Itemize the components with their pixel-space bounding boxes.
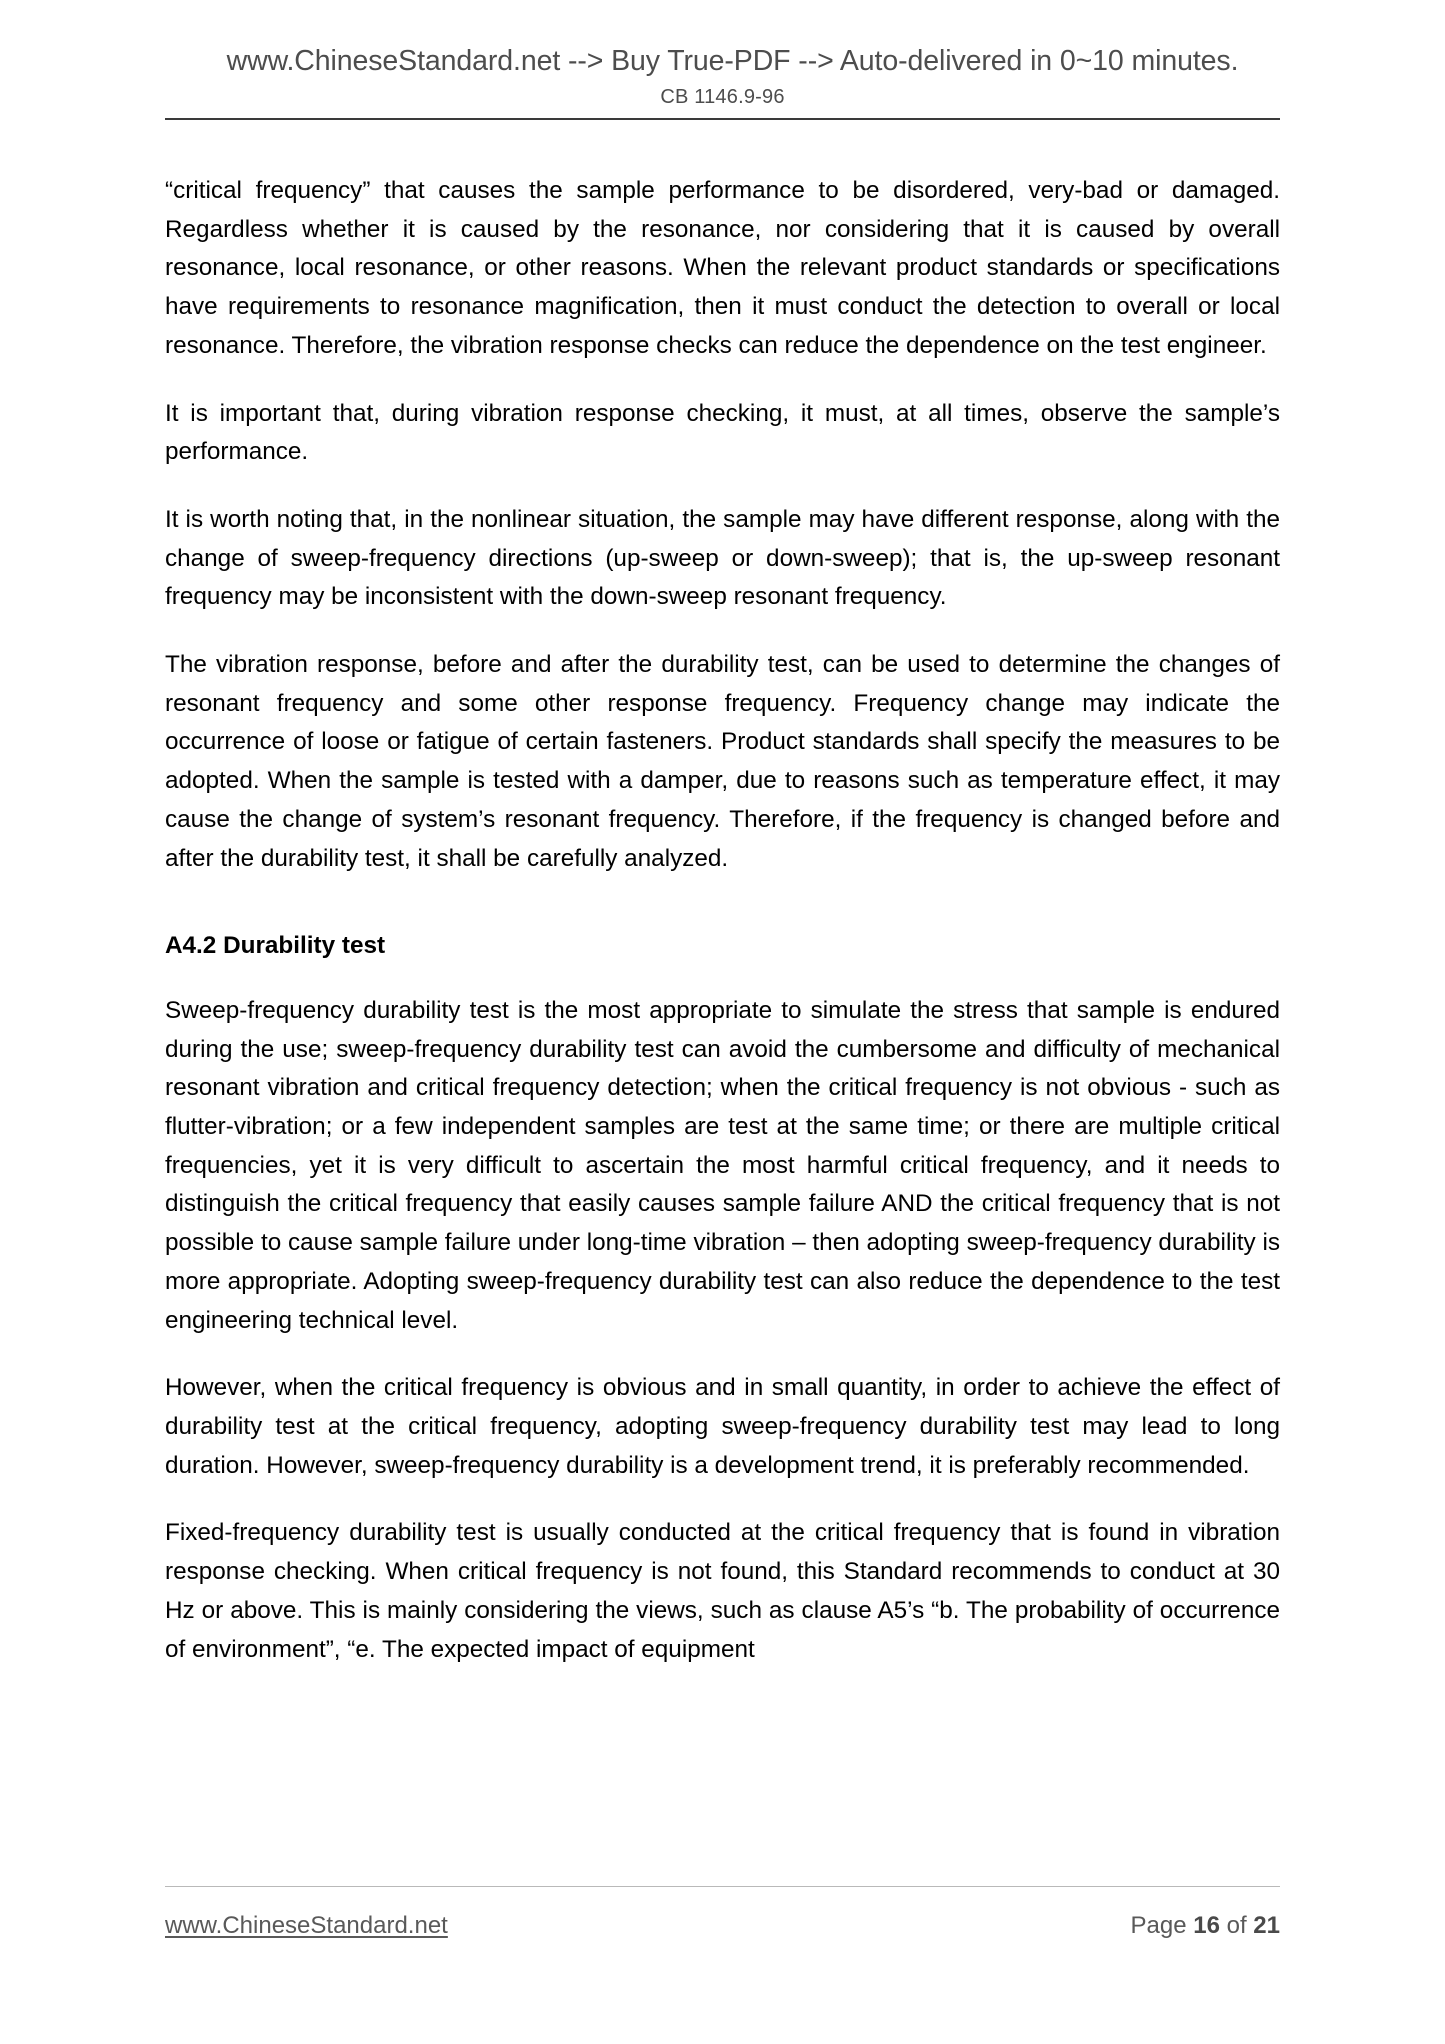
- page-number-indicator: [1131, 1912, 1280, 1940]
- page-label-middle: of: [1219, 1912, 1254, 1939]
- page-footer: [165, 1886, 1280, 1940]
- page-total-number: 21: [1253, 1912, 1280, 1939]
- page-header: [0, 0, 1445, 120]
- standard-number: CB 1146.9-96: [660, 86, 785, 109]
- document-body: [165, 172, 1280, 1669]
- footer-row: [165, 1912, 1280, 1940]
- footer-site-link[interactable]: www.ChineseStandard.net: [165, 1912, 448, 1939]
- page-current-number: 16: [1193, 1912, 1220, 1939]
- page-label-prefix: Page: [1130, 1912, 1194, 1939]
- header-divider: [165, 118, 1280, 120]
- paragraph: However, when the critical frequency is obvious and in small quantity, in order to achieve the effect of durability test at the critical frequency, adopting sweep-frequency durability test may lead to long duration. However, sweep-frequency durability is a development trend, it is preferably recommended.: [165, 1374, 1280, 1479]
- heading-spacer: [165, 907, 1280, 919]
- paragraph: The vibration response, before and after the durability test, can be used to determine the changes of resonant frequency and some other response frequency. Frequency change may indicate the occurrence of loose or fatigue of certain fasteners. Product standards shall specify the measures to be adopted. When the sample is tested with a damper, due to reasons such as temperature effect, it may cause the change of system’s resonant frequency. Therefore, if the frequency is changed before and after the durability test, it shall be carefully analyzed.: [165, 651, 1280, 872]
- paragraph: Fixed-frequency durability test is usually conducted at the critical frequency that is found in vibration response checking. When critical frequency is not found, this Standard recommends to conduct at 30 Hz or above. This is mainly considering the views, such as clause A5’s “b. The probability of occurrence of environment”, “e. The expected impact of equipment: [165, 1519, 1280, 1663]
- promo-banner-text: www.ChineseStandard.net --> Buy True-PDF --> Auto-delivered in 0~10 minutes.: [226, 45, 1239, 77]
- paragraph: Sweep-frequency durability test is the most appropriate to simulate the stress that sample is endured during the use; sweep-frequency durability test can avoid the cumbersome and difficulty of mechanical resonant vibration and critical frequency detection; when the critical frequency is not obvious - such as flutter-vibration; or a few independent samples are test at the same time; or there are multiple critical frequencies, yet it is very difficult to ascertain the most harmful critical frequency, and it needs to distinguish the critical frequency that easily causes sample failure AND the critical frequency that is not possible to cause sample failure under long-time vibration – then adopting sweep-frequency durability is more appropriate. Adopting sweep-frequency durability test can also reduce the dependence to the test engineering technical level.: [165, 996, 1280, 1334]
- paragraph: It is important that, during vibration response checking, it must, at all times, observe the sample’s performance.: [165, 399, 1280, 466]
- paragraph: It is worth noting that, in the nonlinear situation, the sample may have different response, along with the change of sweep-frequency directions (up-sweep or down-sweep); that is, the up-sweep resonant frequency may be inconsistent with the down-sweep resonant frequency.: [165, 505, 1280, 611]
- paragraph: “critical frequency” that causes the sample performance to be disordered, very-bad or damaged. Regardless whether it is caused by the resonance, nor considering that it is caused by overall resonance, local resonance, or other reasons. When the relevant product standards or specifications have requirements to resonance magnification, then it must conduct the detection to overall or local resonance. Therefore, the vibration response checks can reduce the dependence on the test engineer.: [165, 177, 1280, 359]
- footer-divider: [165, 1886, 1280, 1887]
- section-heading-a4-2: A4.2 Durability test: [165, 932, 386, 960]
